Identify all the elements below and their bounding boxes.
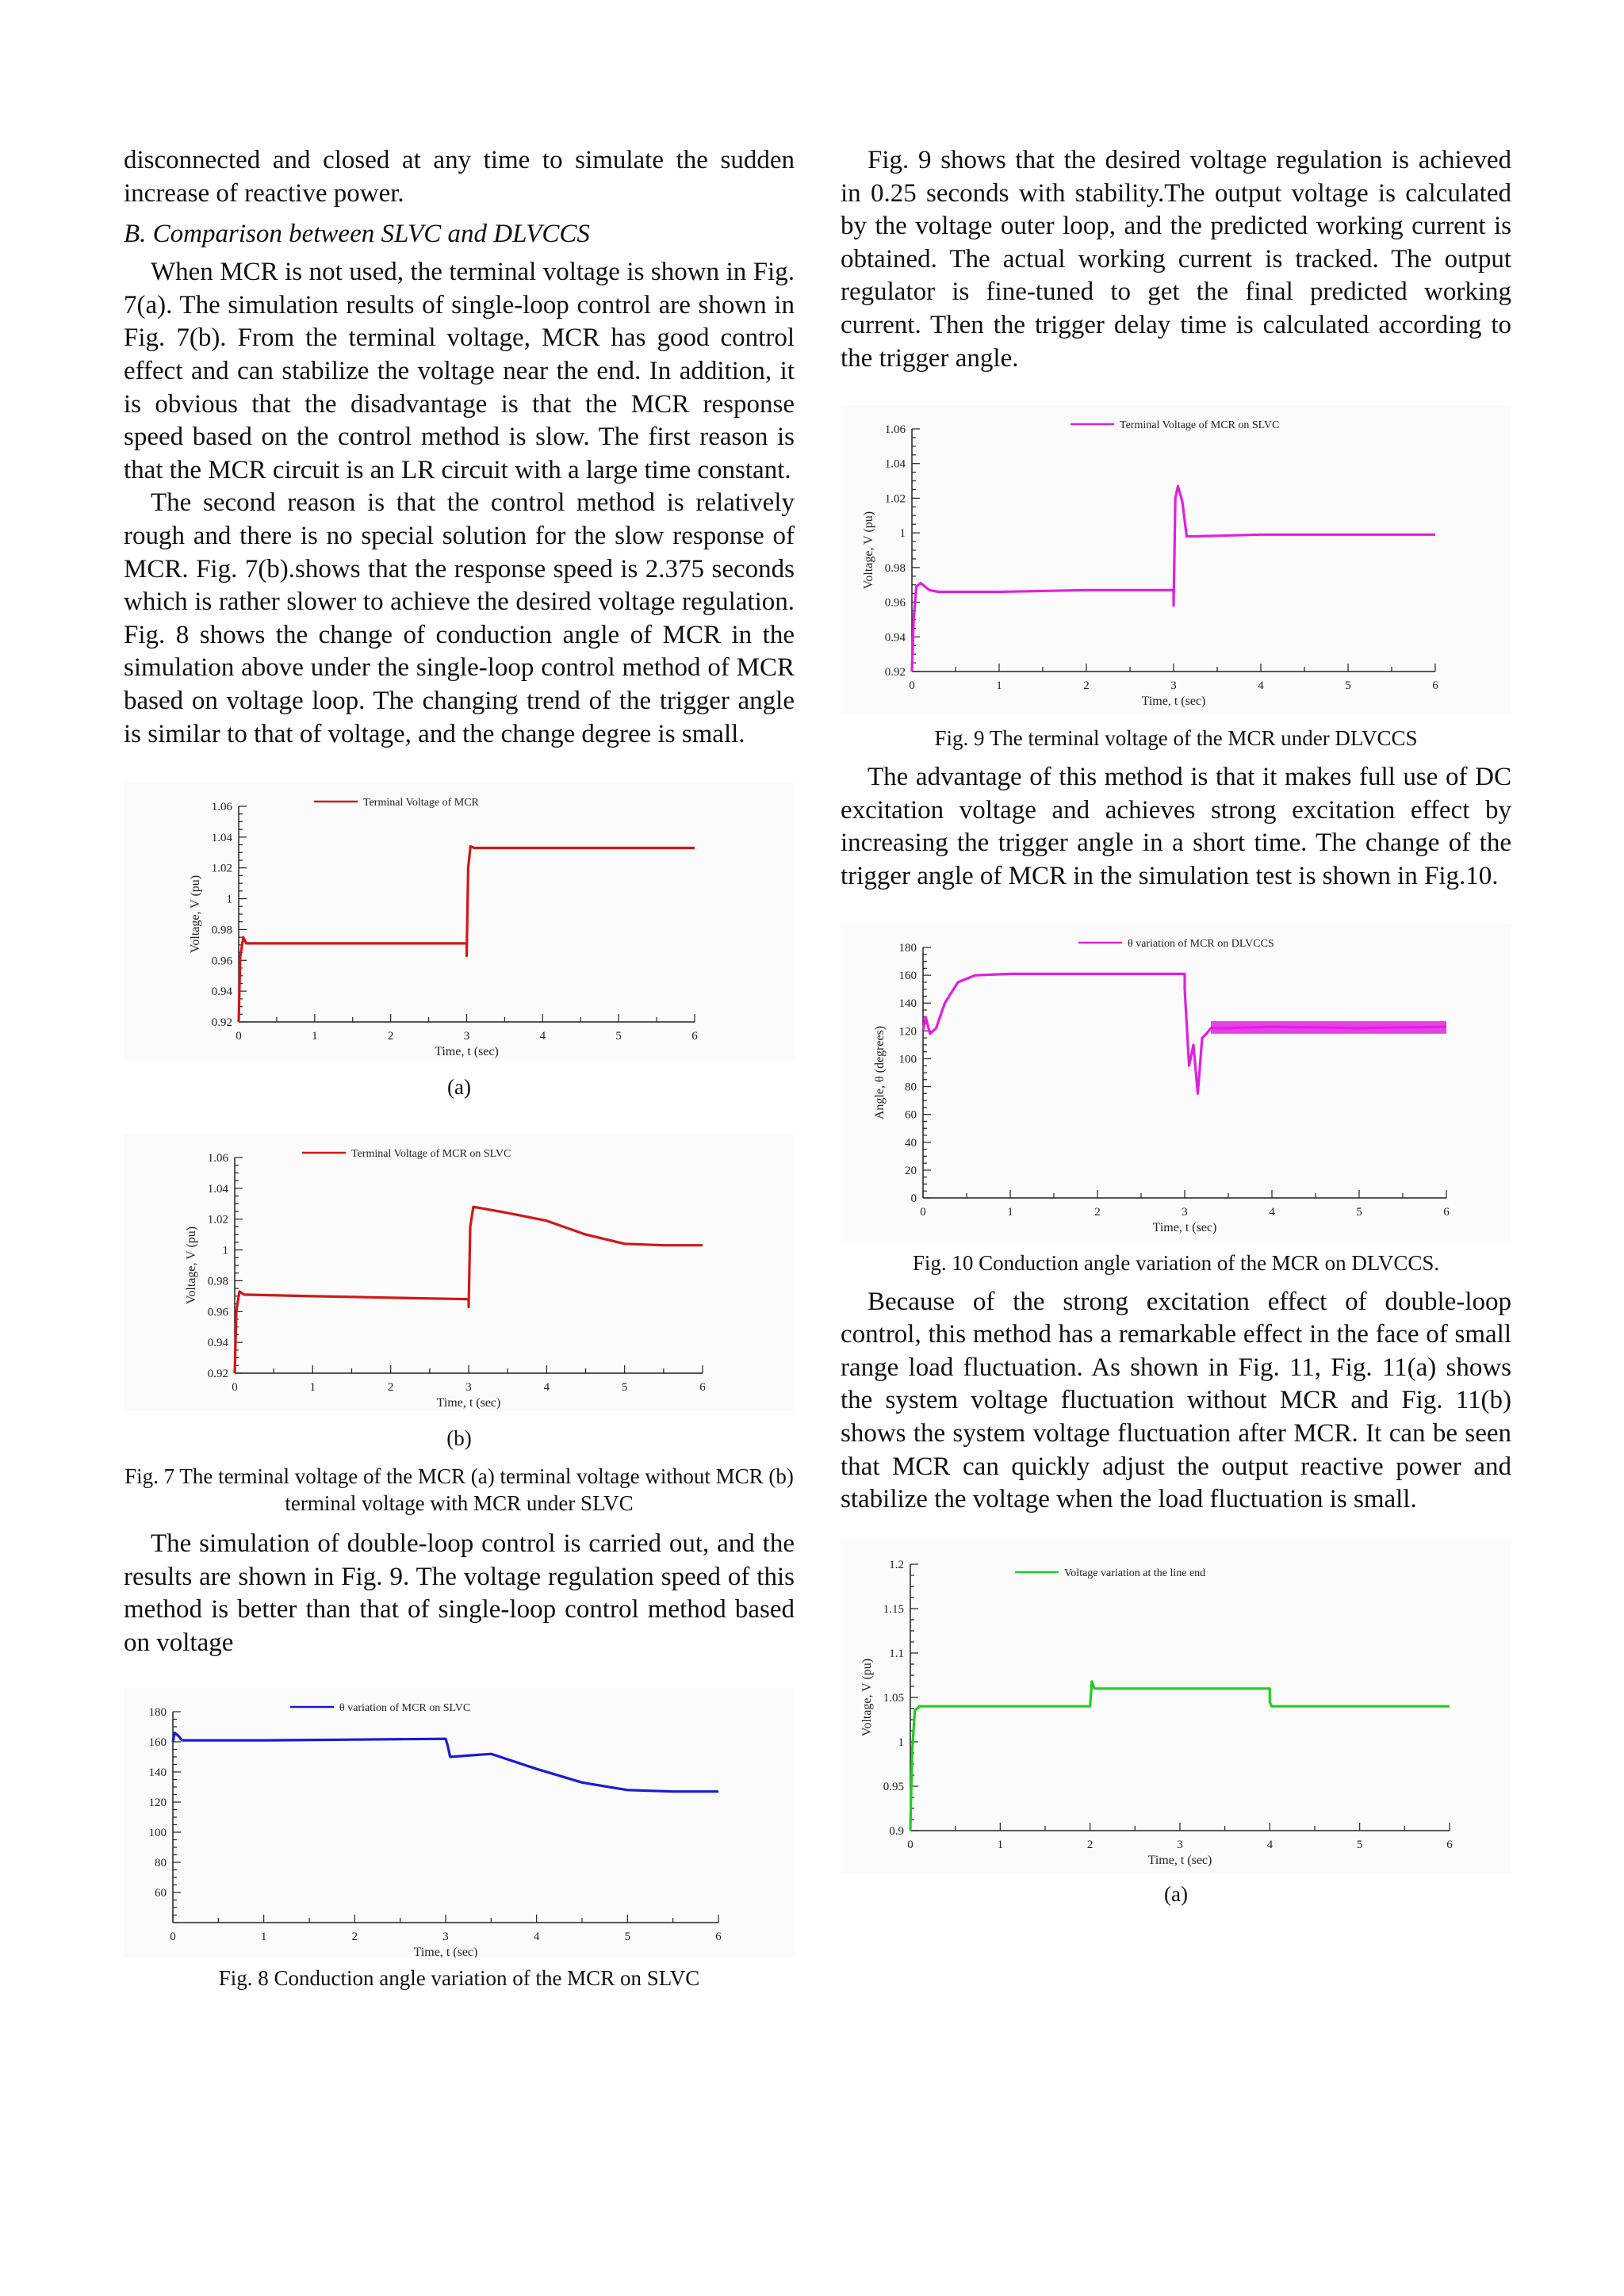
x-tick-label: 2 [351,1931,358,1944]
x-tick-label: 6 [1443,1205,1450,1219]
plot-background [124,1688,795,1957]
x-tick-label: 4 [533,1931,540,1944]
y-axis-label: Voltage, V (pu) [185,1226,198,1305]
fig11a-chart [841,1540,1511,1873]
y-tick-label: 0.94 [211,985,232,999]
y-tick-label: 180 [898,941,917,955]
x-tick-label: 1 [996,679,1002,693]
y-tick-label: 0.92 [211,1016,232,1030]
x-tick-label: 1 [997,1838,1004,1851]
x-tick-label: 0 [909,679,915,693]
legend-label: Voltage variation at the line end [1064,1567,1206,1579]
y-tick-label: 1 [899,527,906,541]
figure-8 [124,1688,795,1992]
legend-label: θ variation of MCR on DLVCCS [1128,937,1274,950]
x-tick-label: 1 [1007,1205,1013,1219]
figure-11a [841,1540,1511,1908]
y-tick-label: 0.96 [207,1306,228,1319]
y-tick-label: 20 [905,1164,917,1177]
x-tick-label: 3 [442,1931,449,1944]
y-tick-label: 1.06 [211,801,232,814]
plot-background [841,405,1511,714]
x-tick-label: 4 [1269,1205,1275,1219]
x-tick-label: 5 [621,1381,628,1395]
y-tick-label: 1.02 [884,492,906,506]
x-tick-label: 2 [387,1381,394,1395]
figure-7b [124,1134,795,1452]
y-tick-label: 140 [898,997,917,1010]
legend-label: Terminal Voltage of MCR [363,797,479,809]
x-tick-label: 0 [170,1931,176,1944]
y-tick-label: 0.98 [211,924,232,937]
y-tick-label: 0 [910,1192,917,1205]
x-tick-label: 3 [1170,679,1177,693]
figure-caption: Fig. 7 The terminal voltage of the MCR (a) terminal voltage without MCR (b) terminal voltage with MCR under SLVC [124,1464,794,1516]
y-axis-label: Angle, θ (degrees) [873,1025,887,1119]
x-tick-label: 0 [236,1030,242,1043]
paragraph: The second reason is that the control method is relatively rough and there is no special solution for the slow response of MCR. Fig. 7(b).shows that the response speed is 2.375 seconds which is rather slower to achieve the desired voltage regulation. Fig. 8 shows the change of conduction angle of MCR in the simulation above under the single-loop control method of MCR based on voltage loop. The changing trend of the trigger angle is similar to that of voltage, and the change degree is small. [124,488,795,748]
y-tick-label: 180 [148,1706,167,1720]
y-tick-label: 80 [155,1857,167,1870]
y-tick-label: 40 [905,1136,917,1150]
paragraph: The simulation of double-loop control is carried out, and the results are shown in Fig. 9. The voltage regulation speed of this method is better than that of single-loop control method based on voltage [124,1529,795,1657]
x-tick-label: 5 [624,1931,631,1944]
y-tick-label: 1.06 [884,423,906,437]
x-tick-label: 6 [699,1381,706,1395]
x-tick-label: 5 [1345,679,1351,693]
y-tick-label: 160 [898,969,917,982]
y-tick-label: 140 [148,1766,167,1780]
figure-10 [841,924,1511,1276]
x-tick-label: 1 [260,1931,267,1944]
y-tick-label: 1 [898,1735,904,1749]
legend-label: Terminal Voltage of MCR on SLVC [351,1148,511,1161]
y-tick-label: 0.98 [207,1275,228,1288]
x-tick-label: 0 [232,1381,238,1395]
x-axis-label: Time, t (sec) [436,1396,501,1410]
x-axis-label: Time, t (sec) [1147,1853,1212,1867]
x-tick-label: 6 [1446,1838,1453,1851]
paragraph: disconnected and closed at any time to simulate the sudden increase of reactive power. [124,146,795,208]
x-tick-label: 0 [907,1838,914,1851]
x-tick-label: 4 [1258,679,1264,693]
x-tick-label: 3 [465,1381,472,1395]
x-axis-label: Time, t (sec) [1152,1220,1217,1234]
paragraph: Fig. 9 shows that the desired voltage regulation is achieved in 0.25 seconds with stability.The output voltage is calculated by the voltage outer loop, and the predicted working current is obtained. The actual working current is tracked. The output regulator is fine-tuned to get the final predicted working current. Then the trigger delay time is calculated according to the trigger angle. [841,146,1511,373]
plot-background [841,924,1511,1241]
fig9-chart [841,405,1511,714]
figure-caption: Fig. 8 Conduction angle variation of the MCR on SLVC [218,1966,700,1991]
figure-caption: Fig. 10 Conduction angle variation of the MCR on DLVCCS. [912,1250,1440,1275]
x-tick-label: 5 [615,1030,622,1043]
x-axis-label: Time, t (sec) [435,1045,499,1059]
legend-label: θ variation of MCR on SLVC [339,1702,471,1715]
y-axis-label: Voltage, V (pu) [189,874,202,954]
x-tick-label: 3 [1182,1205,1188,1219]
x-tick-label: 5 [1356,1205,1362,1219]
x-tick-label: 4 [1266,1838,1274,1851]
x-tick-label: 6 [715,1931,722,1944]
x-axis-label: Time, t (sec) [413,1946,478,1958]
y-tick-label: 1.04 [884,457,906,471]
x-tick-label: 2 [1086,1838,1094,1851]
x-tick-label: 1 [309,1381,316,1395]
paragraph: The advantage of this method is that it makes full use of DC excitation voltage and achieves strong excitation effect by increasing the trigger angle in a short time. The change of the trigger angle of MCR in the simulation test is shown in Fig.10. [841,763,1511,890]
paragraph: Because of the strong excitation effect of double-loop control, this method has a remarkable effect in the face of small range load fluctuation. As shown in Fig. 11, Fig. 11(a) shows the system voltage fluctuation without MCR and Fig. 11(b) shows the system voltage fluctuation after MCR. It can be seen that MCR can quickly adjust the output reactive power and stabilize the voltage when the load fluctuation is small. [841,1287,1511,1514]
y-tick-label: 100 [898,1052,917,1066]
x-tick-label: 2 [1083,679,1090,693]
y-tick-label: 0.92 [884,666,906,679]
section-heading: B. Comparison between SLVC and DLVCCS [124,220,590,249]
subfigure-label: (a) [447,1075,471,1100]
y-tick-label: 0.98 [884,562,906,576]
y-tick-label: 1.1 [889,1647,904,1660]
left-column [124,144,795,1992]
y-tick-label: 0.96 [211,955,232,968]
y-tick-label: 60 [905,1108,917,1122]
legend-label: Terminal Voltage of MCR on SLVC [1120,419,1280,432]
subfigure-label: (b) [446,1426,472,1451]
y-tick-label: 100 [148,1827,167,1840]
x-tick-label: 2 [1094,1205,1101,1219]
y-tick-label: 120 [148,1797,167,1810]
y-tick-label: 0.96 [884,596,906,610]
y-tick-label: 0.92 [207,1368,228,1381]
y-axis-label: Voltage, V (pu) [862,511,875,590]
y-tick-label: 1.04 [207,1182,228,1196]
fig7b-chart [124,1134,795,1411]
subfigure-label: (a) [1164,1881,1188,1906]
y-tick-label: 160 [148,1736,167,1750]
figure-9 [841,405,1511,752]
x-tick-label: 0 [920,1205,926,1219]
y-tick-label: 120 [898,1024,917,1038]
fig10-chart [841,924,1511,1241]
x-tick-label: 3 [1177,1838,1183,1851]
x-axis-label: Time, t (sec) [1141,695,1206,709]
fig8-chart [124,1688,795,1957]
oscillation-band [1211,1021,1446,1034]
y-tick-label: 80 [905,1081,917,1094]
y-tick-label: 1.02 [207,1213,228,1226]
y-tick-label: 0.9 [889,1824,904,1838]
y-tick-label: 1 [222,1244,228,1257]
x-tick-label: 6 [1432,679,1438,693]
y-tick-label: 1.04 [211,831,232,844]
x-tick-label: 6 [691,1030,698,1043]
y-tick-label: 1.05 [883,1691,904,1705]
x-tick-label: 2 [387,1030,394,1043]
y-tick-label: 60 [155,1887,167,1900]
y-tick-label: 1.15 [883,1602,904,1616]
x-tick-label: 1 [312,1030,318,1043]
y-tick-label: 1.2 [889,1558,904,1571]
y-tick-label: 1 [226,893,232,906]
right-column [841,144,1511,1908]
x-tick-label: 5 [1356,1838,1363,1851]
paragraph: When MCR is not used, the terminal voltage is shown in Fig. 7(a). The simulation results of single-loop control are shown in Fig. 7(b). From the terminal voltage, MCR has good control effect and can stabilize the voltage near the end. In addition, it is obvious that the disadvantage is that the MCR response speed based on the control method is slow. The first reason is that the MCR circuit is an LR circuit with a large time constant. [124,258,795,484]
x-tick-label: 3 [463,1030,470,1043]
y-tick-label: 0.95 [883,1780,904,1793]
y-tick-label: 1.06 [207,1152,228,1165]
y-axis-label: Voltage, V (pu) [860,1658,874,1736]
fig7a-chart [124,783,795,1060]
x-tick-label: 4 [539,1030,546,1043]
figure-7a [124,783,795,1100]
y-tick-label: 0.94 [207,1337,228,1350]
y-tick-label: 0.94 [884,631,906,645]
figure-caption: Fig. 9 The terminal voltage of the MCR under DLVCCS [934,726,1418,751]
x-tick-label: 4 [543,1381,550,1395]
y-tick-label: 1.02 [211,862,232,875]
